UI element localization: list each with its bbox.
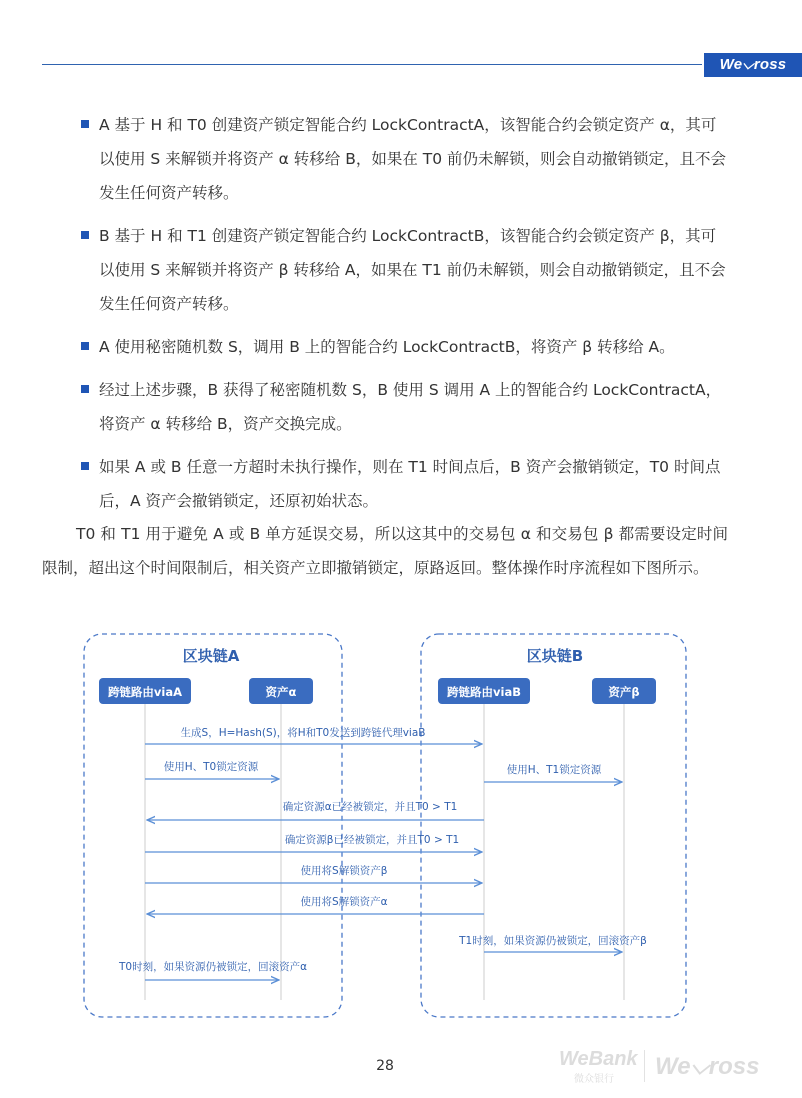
footer-separator (644, 1050, 645, 1082)
message-label: 确定资源α已经被锁定，并且T0 > T1 (282, 801, 458, 813)
chain-b-title: 区块链B (526, 647, 584, 665)
list-item: B 基于 H 和 T1 创建资产锁定智能合约 LockContractB，该智能合约会锁定资产 β，其可以使用 S 来解锁并将资产 β 转移给 A，如果在 T1 前仍未解锁，则会自动撤销锁定，且不会发生任何资产转移。 (80, 219, 730, 321)
list-item: A 基于 H 和 T0 创建资产锁定智能合约 LockContractA，该智能合约会锁定资产 α，其可以使用 S 来解锁并将资产 α 转移给 B，如果在 T0 前仍未解锁，则会自动撤销锁定，且不会发生任何资产转移。 (80, 108, 730, 210)
asset-a-label: 资产α (265, 685, 297, 699)
asset-b-label: 资产β (608, 685, 640, 699)
webank-logo: WeBank (559, 1048, 638, 1070)
webank-subtitle: 微众银行 (574, 1074, 614, 1085)
message-label: 使用H、T0锁定资源 (163, 761, 259, 773)
message-label: 确定资源β已经被锁定，并且T0 > T1 (284, 834, 460, 846)
page-number: 28 (376, 1058, 394, 1074)
list-item: 如果 A 或 B 任意一方超时未执行操作，则在 T1 时间点后，B 资产会撤销锁定，T0 时间点后，A 资产会撤销锁定，还原初始状态。 (80, 450, 730, 518)
list-item: A 使用秘密随机数 S，调用 B 上的智能合约 LockContractB，将资产 β 转移给 A。 (80, 330, 730, 364)
body-paragraph: T0 和 T1 用于避免 A 或 B 单方延误交易，所以这其中的交易包 α 和交易包 β 都需要设定时间限制，超出这个时间限制后，相关资产立即撤销锁定，原路返回。整体操作时序流程如下图所示。 (42, 525, 728, 577)
wecross-logo: We⌵ross (704, 53, 802, 77)
message-label: 使用H、T1锁定资源 (506, 764, 602, 776)
message-label: 生成S，H=Hash(S)，将H和T0发送到跨链代理viaB (180, 727, 426, 739)
router-b-label: 跨链路由viaB (447, 685, 521, 699)
message-label: 使用将S解锁资产α (300, 896, 388, 908)
chain-a-title: 区块链A (182, 647, 240, 665)
message-label: T0时刻，如果资源仍被锁定，回滚资产α (118, 961, 308, 973)
router-a-label: 跨链路由viaA (107, 685, 183, 699)
message-label: 使用将S解锁资产β (300, 865, 388, 877)
list-item: 经过上述步骤，B 获得了秘密随机数 S，B 使用 S 调用 A 上的智能合约 LockContractA，将资产 α 转移给 B，资产交换完成。 (80, 373, 730, 441)
message-label: T1时刻，如果资源仍被锁定，回滚资产β (459, 935, 647, 947)
wecross-footer-logo: We⌵ross (655, 1053, 760, 1080)
